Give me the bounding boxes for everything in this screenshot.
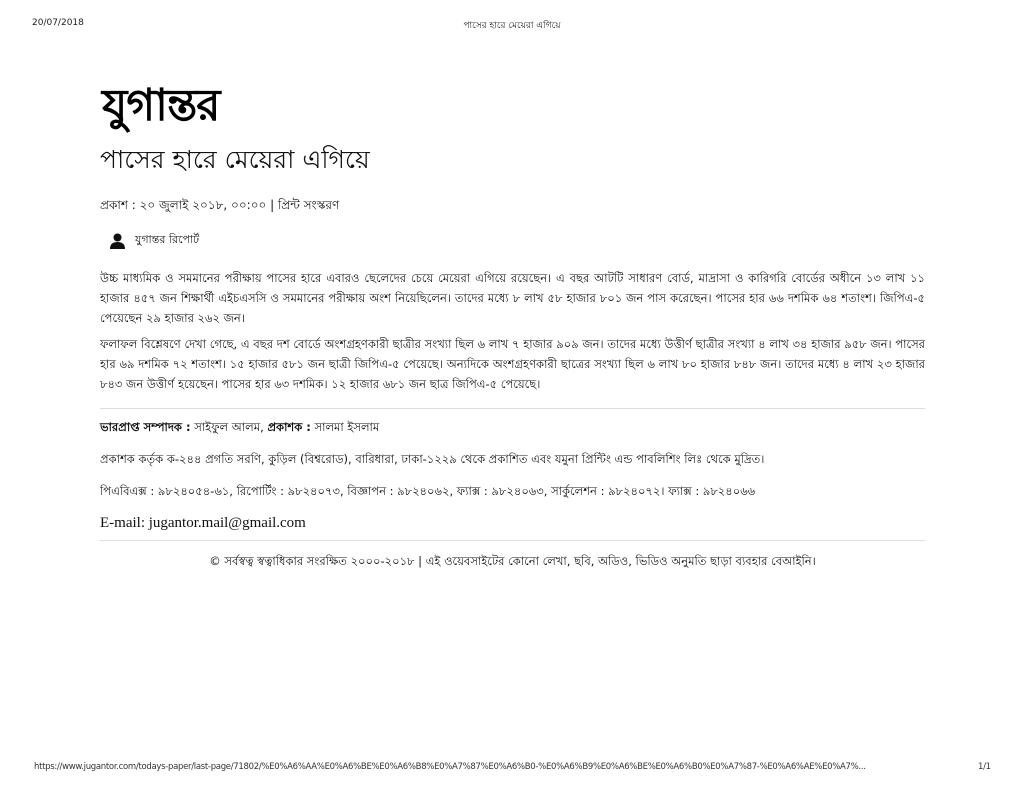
article-body bbox=[100, 268, 925, 394]
article-page bbox=[100, 78, 925, 583]
page-number: 1/1 bbox=[978, 762, 991, 772]
publisher-label: প্রকাশক : bbox=[267, 420, 311, 434]
contact-phones: পিএবিএক্স : ৯৮২৪০৫৪-৬১, রিপোর্টিং : ৯৮২৪০৭৩, বিজ্ঞাপন : ৯৮২৪০৬২, ফ্যাক্স : ৯৮২৪০৬৩, সার্কুলেশন : ৯৮২৪০৭২। ফ্যাক্স : ৯৮২৪০৬৬ bbox=[100, 484, 756, 498]
divider bbox=[100, 408, 925, 409]
copyright-notice: © সর্বস্বত্ব স্বত্বাধিকার সংরক্ষিত ২০০০-২০১৮ | এই ওয়েবসাইটের কোনো লেখা, ছবি, অডিও, ভিডিও অনুমতি ছাড়া ব্যবহার বেআইনি। bbox=[209, 553, 816, 568]
publisher-address: প্রকাশক কর্তৃক ক-২৪৪ প্রগতি সরণি, কুড়িল (বিশ্বরোড), বারিধারা, ঢাকা-১২২৯ থেকে প্রকাশিত এবং যমুনা প্রিন্টিং এন্ড পাবলিশিং লিঃ থেকে মুদ্রিত। bbox=[100, 452, 765, 466]
article-title: পাসের হারে মেয়েরা এগিয়ে bbox=[100, 145, 370, 174]
user-icon bbox=[110, 233, 125, 249]
article-paragraph: উচ্চ মাধ্যমিক ও সমমানের পরীক্ষায় পাসের হারে এবারও ছেলেদের চেয়ে মেয়েরা এগিয়ে রয়েছেন। এ বছর আটটি সাধারণ বোর্ড, মাদ্রাসা ও কারিগরি বোর্ডের অধীনে ১৩ লাখ ১১ হাজার ৪৫৭ জন শিক্ষার্থী এইচএসসি ও সমমানের পরীক্ষায় অংশ নিয়েছিলেন। তাদের মধ্যে ৮ লাখ ৫৮ হাজার ৮০১ জন পাস করেছেন। পাসের হার ৬৬ দশমিক ৬৪ শতাংশ। জিপিএ-৫ পেয়েছেন ২৯ হাজার ২৬২ জন। bbox=[100, 271, 925, 325]
publisher-name: সালমা ইসলাম bbox=[314, 420, 380, 434]
contact-email[interactable]: E-mail: jugantor.mail@gmail.com bbox=[100, 515, 306, 531]
print-page-title: পাসের হারে মেয়েরা এগিয়ে bbox=[463, 21, 561, 31]
editor-label: ভারপ্রাপ্ত সম্পাদক : bbox=[100, 420, 191, 434]
article-paragraph: ফলাফল বিশ্লেষণে দেখা গেছে, এ বছর দশ বোর্ডে অংশগ্রহণকারী ছাত্রীর সংখ্যা ছিল ৬ লাখ ৭ হাজার ৯০৯ জন। তাদের মধ্যে উত্তীর্ণ ছাত্রীর সংখ্যা ৪ লাখ ৩৪ হাজার ৯৫৮ জন। পাসের হার ৬৯ দশমিক ৭২ শতাংশ। ১৫ হাজার ৫৮১ জন ছাত্রী জিপিএ-৫ পেয়েছে। অন্যদিকে অংশগ্রহণকারী ছাত্রের সংখ্যা ছিল ৬ লাখ ৮০ হাজার ৮৪৮ জন। তাদের মধ্যে ৪ লাখ ২৩ হাজার ৮৪৩ জন উত্তীর্ণ হয়েছেন। পাসের হার ৬৩ দশমিক। ১২ হাজার ৬৮১ জন ছাত্র জিপিএ-৫ পেয়েছে। bbox=[100, 337, 925, 391]
jugantor-logo[interactable]: যুগান্তর bbox=[102, 80, 220, 131]
editor-name: সাইফুল আলম, bbox=[194, 420, 264, 434]
editor-line bbox=[100, 419, 925, 438]
print-date: 20/07/2018 bbox=[32, 18, 84, 28]
print-url: https://www.jugantor.com/todays-paper/last-page/71802/%E0%A6%AA%E0%A6%BE%E0%A6%B8%E0%A7%87%E0%A6%B0-%E0%A6%B9%E0%A6%BE%E0%A6%B0%E0%A7%87-%E0%A6%AE%E0%A7%... bbox=[34, 762, 866, 772]
article-meta: প্রকাশ : ২০ জুলাই ২০১৮, ০০:০০ | প্রিন্ট সংস্করণ bbox=[100, 198, 340, 212]
divider bbox=[100, 540, 925, 541]
author-name: যুগান্তর রিপোর্ট bbox=[135, 233, 200, 246]
author-byline bbox=[110, 231, 925, 250]
